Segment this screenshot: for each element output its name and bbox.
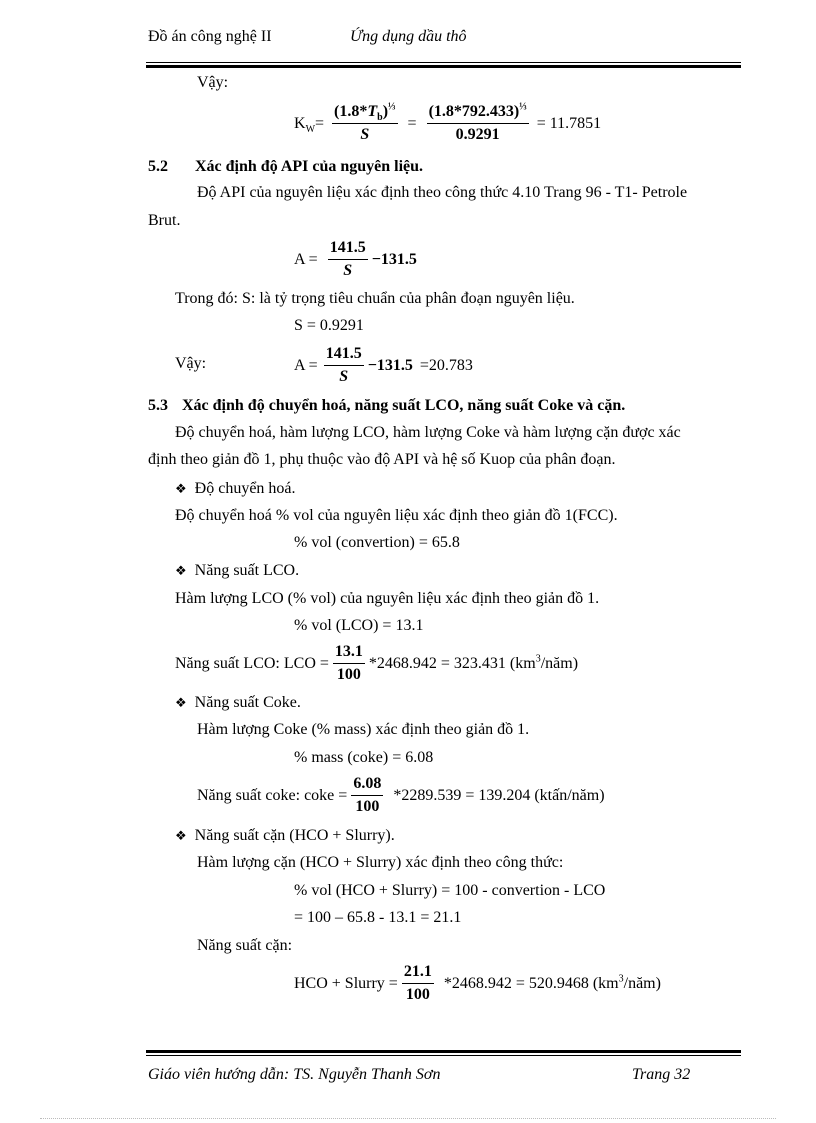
kw-equation: $K_W=$ $\frac{(1.8*T_b)^{\frac{1}{3}}}{S}$ = $\frac{(1.8*792.433)^{\frac{1}{3}}}{0.9291}$ = 11.7851 [294,101,602,143]
residue-paragraph: Hàm lượng cặn (HCO + Slurry) xác định theo công thức: [197,854,564,871]
bullet-residue: ❖ Năng suất cặn (HCO + Slurry). [175,827,395,844]
section-5-2-title: Xác định độ API của nguyên liệu. [195,158,424,175]
diamond-bullet-icon: ❖ [175,563,187,578]
header-rule-thick [146,65,741,68]
header-rule-thin [146,62,741,63]
bullet-lco: ❖ Năng suất LCO. [175,562,300,579]
residue-formula-line2: = 100 – 65.8 - 13.1 = 21.1 [294,909,462,926]
section-5-3-number: 5.3 [148,397,168,414]
s52-paragraph-line1: Độ API của nguyên liệu xác định theo công thức 4.10 Trang 96 - T1- Petrole [197,184,688,201]
lco-yield-formula: Năng suất LCO: LCO = $\frac{13.1}{100}$ *2468.942 = 323.431 $(km^3/năm)$ [175,643,579,683]
bullet-coke: ❖ Năng suất Coke. [175,694,301,711]
s52-vay: Vậy: [175,355,207,372]
diamond-bullet-icon: ❖ [175,481,187,496]
diamond-bullet-icon: ❖ [175,828,187,843]
s52-trong-do: Trong đó: S: là tỷ trọng tiêu chuẩn của phân đoạn nguyên liệu. [175,290,575,307]
coke-value: % mass (coke) = 6.08 [294,749,434,766]
footer-page-number: Trang 32 [632,1066,691,1083]
api-result-formula: A = $\frac{141.5}{S}$ −131.5 =20.783 [294,345,473,385]
residue-formula-line1: % vol (HCO + Slurry) = 100 - convertion - LCO [294,882,606,899]
s52-paragraph-line2: Brut. [148,212,181,229]
residue-yield-formula: HCO + Slurry = $\frac{21.1}{100}$ *2468.942 = 520.9468 $(km^3/năm)$ [294,963,661,1003]
header-right: Ứng dụng dầu thô [350,28,467,45]
footer-supervisor: Giáo viên hướng dẫn: TS. Nguyễn Thanh Sơn [148,1066,441,1083]
page-bottom-dotted-line [40,1118,776,1119]
coke-yield-formula: Năng suất coke: coke = $\frac{6.08}{100}$ *2289.539 = 139.204 (ktấn/năm) [197,775,605,815]
diamond-bullet-icon: ❖ [175,695,187,710]
header-left: Đồ án công nghệ II [148,28,272,45]
lco-paragraph: Hàm lượng LCO (% vol) của nguyên liệu xác định theo giản đồ 1. [175,590,600,607]
coke-paragraph: Hàm lượng Coke (% mass) xác định theo giản đồ 1. [197,721,530,738]
conversion-value: % vol (convertion) = 65.8 [294,534,460,551]
footer-rule-thick [146,1050,741,1053]
s53-paragraph-line2: định theo giản đồ 1, phụ thuộc vào độ API và hệ số Kuop của phân đoạn. [148,451,616,468]
api-formula: A = $\frac{141.5}{S}$ −131.5 [294,239,417,279]
s53-paragraph-line1: Độ chuyển hoá, hàm lượng LCO, hàm lượng Coke và hàm lượng cặn được xác [175,424,681,441]
conversion-paragraph: Độ chuyển hoá % vol của nguyên liệu xác định theo giản đồ 1(FCC). [175,507,618,524]
bullet-conversion: ❖ Độ chuyển hoá. [175,480,296,497]
residue-yield-label: Năng suất cặn: [197,937,293,954]
section-5-3-title: Xác định độ chuyển hoá, năng suất LCO, năng suất Coke và cặn. [182,397,626,414]
s52-s-value: S = 0.9291 [294,317,364,334]
lco-value: % vol (LCO) = 13.1 [294,617,424,634]
section-5-2-number: 5.2 [148,158,168,175]
kw-vay: Vậy: [197,74,229,91]
footer-rule-thin [146,1055,741,1056]
